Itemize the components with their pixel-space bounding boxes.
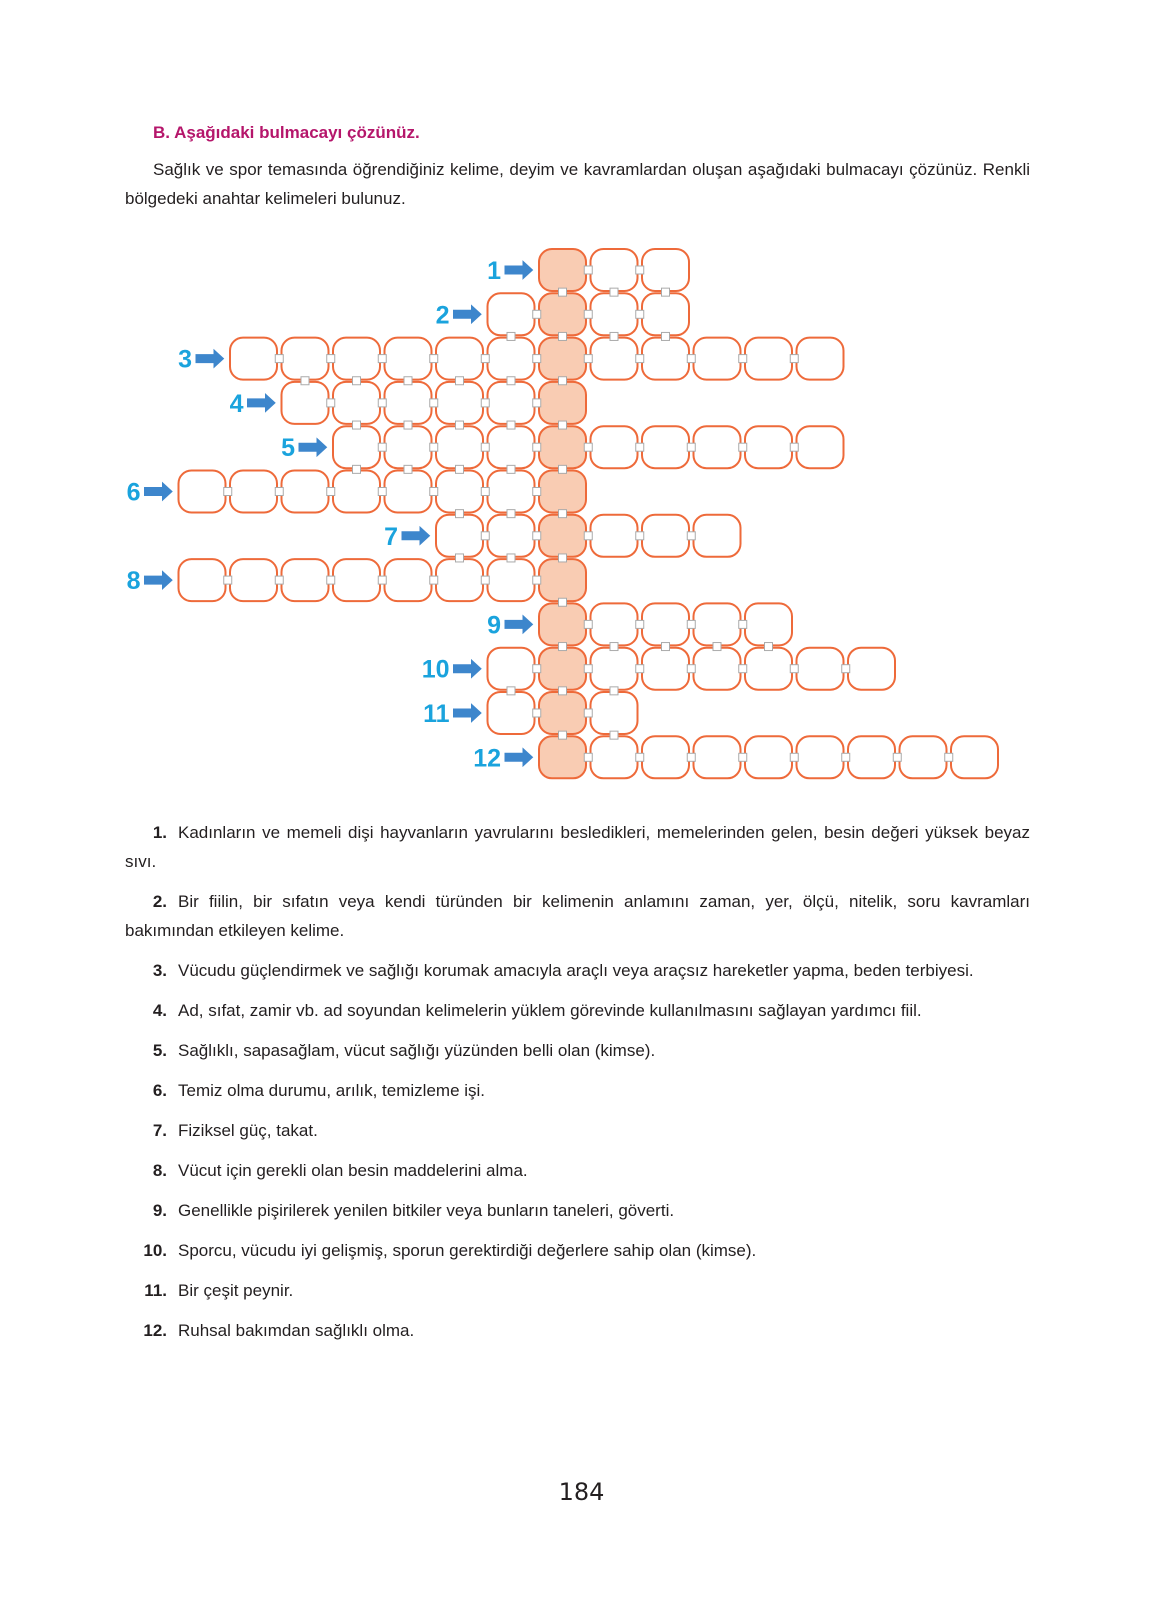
cell-connector [610, 288, 618, 296]
puzzle-cell [642, 603, 689, 645]
cell-connector [224, 488, 232, 496]
cell-connector [739, 355, 747, 363]
puzzle-cell [797, 648, 844, 690]
puzzle-cell [333, 471, 380, 513]
arrow-icon [453, 702, 483, 724]
row-number: 7 [384, 522, 398, 551]
cell-connector [481, 443, 489, 451]
key-cell [539, 603, 586, 645]
cell-connector [739, 665, 747, 673]
cell-connector [507, 332, 515, 340]
cell-connector [275, 355, 283, 363]
cell-connector [559, 510, 567, 518]
cell-connector [378, 443, 386, 451]
key-cell [539, 559, 586, 601]
puzzle-cell [230, 471, 277, 513]
puzzle-cell [436, 471, 483, 513]
puzzle-cell [333, 382, 380, 424]
clue-8 [125, 1156, 1030, 1185]
cell-connector [327, 355, 335, 363]
cell-connector [584, 665, 592, 673]
puzzle-cell [230, 338, 277, 380]
cell-connector [559, 332, 567, 340]
cell-connector [507, 421, 515, 429]
puzzle-cell [436, 426, 483, 468]
cell-connector [584, 355, 592, 363]
cell-connector [662, 332, 670, 340]
key-cell [539, 338, 586, 380]
clue-number: 7. [152, 1121, 167, 1140]
page-number: 184 [558, 1478, 605, 1506]
arrow-icon [298, 436, 328, 458]
cell-connector [584, 266, 592, 274]
cell-connector [481, 576, 489, 584]
cell-connector [533, 488, 541, 496]
clue-text: Temiz olma durumu, arılık, temizleme işi. [178, 1081, 486, 1100]
puzzle-cell [797, 736, 844, 778]
cell-connector [430, 488, 438, 496]
cell-connector [739, 443, 747, 451]
cell-connector [584, 532, 592, 540]
clue-6 [125, 1076, 1030, 1105]
cell-connector [790, 665, 798, 673]
cell-connector [893, 753, 901, 761]
row-number: 12 [473, 744, 501, 773]
puzzle-cell [745, 736, 792, 778]
cell-connector [687, 355, 695, 363]
clue-number: 5. [152, 1041, 167, 1060]
puzzle-cell [179, 559, 226, 601]
cell-connector [790, 753, 798, 761]
cell-connector [610, 643, 618, 651]
cell-connector [687, 665, 695, 673]
clue-number: 9. [152, 1201, 167, 1220]
cell-connector [610, 731, 618, 739]
puzzle-cell [436, 338, 483, 380]
cell-connector [687, 532, 695, 540]
cell-connector [327, 576, 335, 584]
clue-text: Sporcu, vücudu iyi gelişmiş, sporun gerektirdiği değerlere sahip olan (kimse). [178, 1241, 757, 1260]
cell-connector [430, 355, 438, 363]
cell-connector [533, 709, 541, 717]
clue-4 [125, 996, 1030, 1025]
clue-number: 2. [152, 892, 167, 911]
cell-connector [559, 554, 567, 562]
cell-connector [275, 576, 283, 584]
cell-connector [636, 310, 644, 318]
clue-1 [125, 818, 1030, 876]
puzzle-cell [591, 692, 638, 734]
cell-connector [687, 443, 695, 451]
arrow-icon [453, 303, 483, 325]
puzzle-cell [385, 559, 432, 601]
cell-connector [559, 687, 567, 695]
puzzle-cell [797, 426, 844, 468]
cell-connector [456, 554, 464, 562]
puzzle-cell [642, 293, 689, 335]
cell-connector [584, 620, 592, 628]
cell-connector [533, 310, 541, 318]
key-cell [539, 692, 586, 734]
clue-text: Fiziksel güç, takat. [178, 1121, 318, 1140]
puzzle-cell [282, 338, 329, 380]
cell-connector [713, 643, 721, 651]
clue-text: Vücut için gerekli olan besin maddelerini alma. [178, 1161, 528, 1180]
cell-connector [456, 377, 464, 385]
puzzle-cell [591, 515, 638, 557]
cell-connector [327, 488, 335, 496]
puzzle-cell [591, 648, 638, 690]
cell-connector [404, 465, 412, 473]
arrow-icon [195, 348, 225, 370]
puzzle-cell [797, 338, 844, 380]
puzzle-cell [282, 559, 329, 601]
arrow-icon [144, 569, 174, 591]
puzzle-cell [488, 692, 535, 734]
arrow-icon [144, 481, 174, 503]
puzzle-cell [951, 736, 998, 778]
cell-connector [507, 465, 515, 473]
clue-number: 1. [152, 823, 167, 842]
puzzle-cell [488, 559, 535, 601]
puzzle-cell [694, 426, 741, 468]
cell-connector [404, 421, 412, 429]
puzzle-cell [385, 471, 432, 513]
cell-connector [739, 753, 747, 761]
clue-list [125, 818, 1030, 1356]
arrow-icon [504, 259, 534, 281]
clue-12 [125, 1316, 1030, 1345]
puzzle-cell [230, 559, 277, 601]
row-number: 4 [229, 389, 244, 418]
clue-number: 3. [152, 961, 167, 980]
cell-connector [481, 399, 489, 407]
key-cell [539, 249, 586, 291]
puzzle-cell [642, 648, 689, 690]
puzzle-cell [694, 603, 741, 645]
cell-connector [559, 421, 567, 429]
puzzle-cell [694, 515, 741, 557]
key-cell [539, 426, 586, 468]
row-number: 6 [126, 478, 141, 507]
key-cell [539, 515, 586, 557]
puzzle-cell [488, 426, 535, 468]
row-number: 3 [178, 345, 192, 374]
cell-connector [765, 643, 773, 651]
section-title: B. Aşağıdaki bulmacayı çözünüz. [153, 123, 420, 142]
clue-number: 12. [143, 1321, 167, 1340]
key-cell [539, 736, 586, 778]
cell-connector [636, 355, 644, 363]
arrow-icon [504, 613, 534, 635]
puzzle-cell [436, 515, 483, 557]
puzzle-cell [488, 471, 535, 513]
cell-connector [378, 576, 386, 584]
puzzle-cell [694, 338, 741, 380]
clue-number: 4. [152, 1001, 167, 1020]
puzzle-cell [745, 338, 792, 380]
puzzle-cell [642, 736, 689, 778]
cell-connector [456, 510, 464, 518]
cell-connector [481, 532, 489, 540]
clue-11 [125, 1276, 1030, 1305]
key-cell [539, 382, 586, 424]
puzzle-cell [385, 382, 432, 424]
cell-connector [456, 421, 464, 429]
cell-connector [559, 643, 567, 651]
cell-connector [533, 665, 541, 673]
cell-connector [559, 377, 567, 385]
puzzle-cell [488, 515, 535, 557]
clue-text: Bir çeşit peynir. [178, 1281, 294, 1300]
key-cell [539, 648, 586, 690]
cell-connector [945, 753, 953, 761]
puzzle-cell [745, 603, 792, 645]
cell-connector [559, 598, 567, 606]
row-number: 5 [281, 434, 295, 463]
clue-number: 11. [144, 1281, 167, 1300]
clue-text: Ad, sıfat, zamir vb. ad soyundan kelimelerin yüklem görevinde kullanılmasını sağlayan yardımcı fiil. [178, 1001, 922, 1020]
cell-connector [636, 620, 644, 628]
arrow-icon [401, 525, 431, 547]
puzzle-cell [385, 426, 432, 468]
cell-connector [507, 377, 515, 385]
clue-9 [125, 1196, 1030, 1225]
clue-7 [125, 1116, 1030, 1145]
puzzle-cell [333, 426, 380, 468]
row-number: 8 [126, 567, 141, 596]
cell-connector [636, 443, 644, 451]
cell-connector [533, 532, 541, 540]
cell-connector [636, 753, 644, 761]
cell-connector [430, 576, 438, 584]
puzzle-cell [848, 648, 895, 690]
cell-connector [533, 355, 541, 363]
cell-connector [275, 488, 283, 496]
puzzle-cell [745, 426, 792, 468]
puzzle-cell [488, 293, 535, 335]
cell-connector [533, 443, 541, 451]
cell-connector [378, 355, 386, 363]
cell-connector [404, 377, 412, 385]
crossword-puzzle [0, 230, 1163, 790]
clue-5 [125, 1036, 1030, 1065]
row-number: 10 [421, 655, 450, 684]
clue-text: Vücudu güçlendirmek ve sağlığı korumak amacıyla araçlı veya araçsız hareketler yapma, beden terbiyesi. [178, 961, 974, 980]
cell-connector [842, 753, 850, 761]
clue-3 [125, 956, 1030, 985]
cell-connector [559, 465, 567, 473]
puzzle-cell [642, 515, 689, 557]
puzzle-cell [333, 559, 380, 601]
cell-connector [378, 399, 386, 407]
cell-connector [790, 443, 798, 451]
puzzle-cell [745, 648, 792, 690]
cell-connector [224, 576, 232, 584]
clue-number: 6. [152, 1081, 167, 1100]
row-number: 11 [423, 700, 450, 728]
row-number: 2 [435, 301, 450, 330]
cell-connector [507, 510, 515, 518]
cell-connector [610, 332, 618, 340]
puzzle-cell [848, 736, 895, 778]
cell-connector [430, 443, 438, 451]
cell-connector [662, 643, 670, 651]
clue-2 [125, 887, 1030, 945]
cell-connector [636, 266, 644, 274]
key-cell [539, 293, 586, 335]
arrow-icon [504, 746, 534, 768]
cell-connector [584, 443, 592, 451]
key-cell [539, 471, 586, 513]
cell-connector [559, 731, 567, 739]
cell-connector [301, 377, 309, 385]
cell-connector [842, 665, 850, 673]
cell-connector [584, 753, 592, 761]
clue-text: Genellikle pişirilerek yenilen bitkiler veya bunların taneleri, göverti. [178, 1201, 675, 1220]
puzzle-cell [385, 338, 432, 380]
puzzle-cell [591, 736, 638, 778]
cell-connector [378, 488, 386, 496]
cell-connector [353, 465, 361, 473]
row-number: 1 [487, 257, 501, 285]
cell-connector [636, 532, 644, 540]
puzzle-cell [436, 559, 483, 601]
cell-connector [559, 288, 567, 296]
clue-text: Sağlıklı, sapasağlam, vücut sağlığı yüzünden belli olan (kimse). [178, 1041, 656, 1060]
cell-connector [327, 399, 335, 407]
puzzle-cell [282, 471, 329, 513]
puzzle-cell [333, 338, 380, 380]
cell-connector [687, 753, 695, 761]
puzzle-cell [436, 382, 483, 424]
cell-connector [584, 709, 592, 717]
cell-connector [430, 399, 438, 407]
cell-connector [481, 488, 489, 496]
cell-connector [739, 620, 747, 628]
puzzle-cell [591, 293, 638, 335]
clue-text: Kadınların ve memeli dişi hayvanların yavrularını besledikleri, memelerinden gelen, besin değeri yüksek beyaz sıvı. [125, 823, 1030, 871]
cell-connector [610, 687, 618, 695]
puzzle-cell [591, 426, 638, 468]
puzzle-cell [642, 338, 689, 380]
puzzle-cell [694, 648, 741, 690]
puzzle-cell [591, 603, 638, 645]
puzzle-cell [488, 382, 535, 424]
arrow-icon [247, 392, 277, 414]
puzzle-cell [642, 426, 689, 468]
cell-connector [456, 465, 464, 473]
clue-text: Bir fiilin, bir sıfatın veya kendi türünden bir kelimenin anlamını zaman, yer, ölçü, nitelik, soru kavramları bakımından etkileyen kelime. [125, 892, 1030, 940]
puzzle-cell [488, 338, 535, 380]
cell-connector [507, 554, 515, 562]
cell-connector [353, 421, 361, 429]
clue-10 [125, 1236, 1030, 1265]
cell-connector [662, 288, 670, 296]
cell-connector [507, 687, 515, 695]
cell-connector [353, 377, 361, 385]
puzzle-cell [591, 338, 638, 380]
cell-connector [790, 355, 798, 363]
section-intro: Sağlık ve spor temasında öğrendiğiniz kelime, deyim ve kavramlardan oluşan aşağıdaki bulmacayı çözünüz. Renkli bölgedeki anahtar kelimeleri bulunuz. [125, 160, 1030, 208]
arrow-icon [453, 658, 483, 680]
puzzle-cell [694, 736, 741, 778]
puzzle-cell [642, 249, 689, 291]
puzzle-cell [282, 382, 329, 424]
cell-connector [584, 310, 592, 318]
cell-connector [533, 576, 541, 584]
cell-connector [533, 399, 541, 407]
puzzle-cell [900, 736, 947, 778]
clue-number: 10. [143, 1241, 167, 1260]
row-number: 9 [487, 611, 501, 640]
cell-connector [636, 665, 644, 673]
clue-number: 8. [152, 1161, 167, 1180]
puzzle-cell [488, 648, 535, 690]
cell-connector [687, 620, 695, 628]
puzzle-cell [591, 249, 638, 291]
clue-text: Ruhsal bakımdan sağlıklı olma. [178, 1321, 415, 1340]
cell-connector [481, 355, 489, 363]
puzzle-cell [179, 471, 226, 513]
